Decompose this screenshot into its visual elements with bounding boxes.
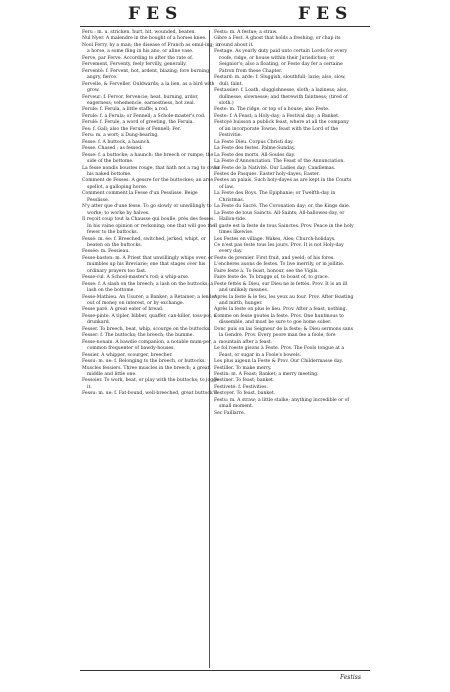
dictionary-entry: Fesse-nonain. A bawdie companion, a notable mum-per, a common frequenter of bawdy-houses. xyxy=(82,339,217,352)
dictionary-entry: La Feste de la Nativité. Our Ladies day; Candlemas. xyxy=(214,165,336,171)
right-column xyxy=(214,30,354,417)
dictionary-entry: Comment comment la Fesse d'un Pesslisse. Beige Pesslisse. xyxy=(82,191,198,203)
dictionary-entry: Les plus aigeun la Feste & Prov. Our Childermasse day. xyxy=(214,359,344,365)
dictionary-entry: Fesse: f. A slash on the breech; a lash on the buttocks; a lash on the bottome. xyxy=(82,281,214,294)
dictionary-entry: Muscles fessiers. Three muscles in the breech; a great, middle and little one. xyxy=(82,365,211,378)
dictionary-entry: La Feste Dieu. Corpus Christi day. xyxy=(214,139,294,145)
dictionary-entry: Après la feste & le feu, les yeux au four. Prov. After feasting and mirth, hunger. xyxy=(214,294,354,307)
dictionary-entry: Le fol roeste gisons à Feste. Prov. The Fools tongue at a Feast, or sugar in a Foole's bowels. xyxy=(214,346,345,358)
dictionary-entry: La fesse nondis boustes rouge, that hath not a rag to cover his naked bottome. xyxy=(82,165,220,177)
dictionary-entry: Festes de Pasques. Easter holy-dayes; Easter. xyxy=(214,171,320,177)
dictionary-entry: Feru : m. u. stricken, hurt, hit, wounded, beaten. xyxy=(82,30,196,35)
dictionary-entry: Donc puis on las Seigneur de la feste; & Dieu sermons sans la Gendre. Prov. Every poore man fee a foole, fore mountain after a feast. xyxy=(214,326,353,345)
dictionary-entry: Faire feste de. To bragge of, to boast of, to grace. xyxy=(214,275,330,281)
dictionary-entry: N'y atter que d'une fesse. To go slowly or unwillingly to worke; to worke by halves. xyxy=(82,204,212,216)
dictionary-entry: Festu: m. A festue; a straw. xyxy=(214,30,278,35)
dictionary-entry: Comme on fesse goutes la feste. Prov. One huntmous to dissemble, and must be sure to goe home sober. xyxy=(214,313,344,326)
dictionary-entry: Feste: m. The ridge, or top of a house; also Feste. xyxy=(214,107,330,113)
dictionary-entry: La Feste de tous Saincts. All-Saints; All-hallowes-day, or Hallon-tide. xyxy=(214,210,345,223)
dictionary-entry: Fesse. Chased ; as fessed. xyxy=(82,146,143,152)
dictionary-entry: Il gaste est la feste de tous Sainctes. Prov. Peace in the holy times likewise. xyxy=(214,223,354,236)
header-left: FES xyxy=(128,4,184,24)
dictionary-entry: Nool Ferry, by a man; the disease of Franch as emul-ing; in a horse, a some fling in his ano, or aline vase. xyxy=(82,42,220,55)
dictionary-entry: Ferulé: f. Ferule, a word of greeting, the Ferula. xyxy=(82,120,194,126)
dictionary-entry: Festassier: f. Loath, sluggishnesse, sloth; a laziness; also, dullnesse, slownesse; and therewith faintness; (tired of sloth.) xyxy=(214,88,348,106)
dictionary-entry: Après la feste on plus le lieu. Prov. After a feast, nothing. xyxy=(214,307,348,313)
dictionary-entry: Fesse-baston: m. A Priest that unwillingly whips over, or mumbles up his Breviarie; one that stages over his ordinary prayers too fast. xyxy=(82,255,214,274)
dictionary-entry: Fessé: m. ée: f. Breeched, switched, jerked, whipt, or beaten on the buttocks. xyxy=(82,236,206,248)
dictionary-entry: Fessoier. To work, beat, or play with the buttocks; to jogge it. xyxy=(82,378,219,390)
dictionary-entry: Fessu: m. ue: f. Belonging to the breech, or buttocks. xyxy=(82,359,206,365)
dictionary-entry: Fessu: m. ue: f. Fat-bound, well-breeched, great buttock'd. xyxy=(82,391,219,397)
dictionary-entry: Il reçoit coup tout la Chausse qui boulle, prés des fesses. In his vaine opinion or reckoning; one that will goe the fewer to the battocks. xyxy=(82,217,215,236)
dictionary-entry: Fesser. To breech, beat, whip, scourge on the buttocks. xyxy=(82,326,211,332)
dictionary-entry: Sec Faillarre. xyxy=(214,410,246,416)
dictionary-entry: Fesse-Mathieu. An Usurer; a Banker; a Retainer; a lender out of money on interest, or by exchange. xyxy=(82,294,217,307)
dictionary-entry: L'encheres auons de festes. To live merrily, or in jollitie. xyxy=(214,262,345,268)
dictionary-entry: Festard: m. arde: f. Sluggish, slouthfull; lazie; also, slow, dull, faint. xyxy=(214,75,346,87)
dictionary-entry: Fes: f. Gall; also the Ferule of Fennell; Fer. xyxy=(82,126,182,132)
dictionary-entry: Fessée: m. Fessieau. xyxy=(82,249,130,255)
dictionary-entry: Nul Nyer. A malendre in the bought of a horses knee. xyxy=(82,36,207,42)
dictionary-entry: Fervelle, & Ferveller. Ouldwards; a la lien, as a bird with grow. xyxy=(82,81,215,94)
dictionary-entry: La Feste du Sacré. The Coronation day; or, the Kings daie. xyxy=(214,204,351,210)
dictionary-entry: Fesse-cul. A School-master's rod; a whip-arse. xyxy=(82,275,190,281)
header-right: FES xyxy=(298,4,354,24)
dictionary-entry: Gibre a Fest. A ghost that holds a freshing, or chap its round about it. xyxy=(214,36,341,48)
footer-rule xyxy=(80,670,370,671)
dictionary-entry: Ce n'est pas feste tous les jours. Prov. It is not Holy-day every day. xyxy=(214,242,344,255)
dictionary-entry: Festoyé buisson a publick feast, where at all the company of an incorporate Towne, feast with the Lord of the Festivitie. xyxy=(214,120,349,139)
dictionary-entry: Ferule: f. a Ferula; or Fennell; a Schole-master's rod. xyxy=(82,113,206,119)
dictionary-entry: Festiveté: f. Festivities. xyxy=(214,384,268,390)
dictionary-entry: Festin: m. A Feast; Banket; a merry meeting. xyxy=(214,372,319,378)
dictionary-entry: Les Festes en village. Wakes, Ales; Church-holidays. xyxy=(214,236,336,242)
dictionary-entry: Ferve, par Ferve. According to after the rate of. xyxy=(82,55,194,61)
dictionary-entry: Feste: f. A Feast; a Holy-day; a Festival day; a Banket. xyxy=(214,113,340,119)
header-rule xyxy=(80,26,370,27)
dictionary-entry: Fesse paré. A great eater of bread. xyxy=(82,307,164,313)
dictionary-entry: Comment de Fesses. A gessre for the buttockes; an arse spellot, a galloping horse. xyxy=(82,178,214,190)
dictionary-entry: Festiller. To make merry. xyxy=(214,365,272,371)
dictionary-entry: Feste fettés & Dieu, sur Dieu ne le fettés. Prov. It is an ill and unlikely meanes. xyxy=(214,281,348,294)
dictionary-entry: La Feste des Roys. The Epiphanie; or Twelfth-day in Christmas. xyxy=(214,191,336,203)
dictionary-entry: Fesser: f. The buttocks; the breech; the bumme. xyxy=(82,333,194,339)
running-header xyxy=(0,4,450,26)
dictionary-entry: Faire feste à. To feast, honour, see the Vigils. xyxy=(214,268,319,274)
dictionary-entry: Ferule: f. Ferula, a little staffe; a rod. xyxy=(82,107,169,113)
dictionary-entry: Feste de premier. First fruit, and yeeld; of his fores. xyxy=(214,255,335,261)
dictionary-entry: Festes an palais. Such holy-dayes as are kept in the Courts of law. xyxy=(214,178,352,190)
dictionary-entry: Festu: m. A straw; a little stalke; anything incredible or of small moment. xyxy=(214,397,350,410)
dictionary-entry: Feru: m. a wort; a Dung-bearing. xyxy=(82,133,159,139)
dictionary-entry: Fessier. A whipper, scourger, breecher. xyxy=(82,352,173,358)
dictionary-entry: Festage. As yearly duty paid unto certain Lords for every roofe, ridge, or house within their Jurisdiction; or Seignior's; also a floating, or Feste day fer a certaine Patron from these Chapter. xyxy=(214,49,348,74)
dictionary-entry: Festoyer. To feast, banket. xyxy=(214,391,276,397)
dictionary-entry: La Feste d'Annonciation. The Feast of the Annunciation. xyxy=(214,159,345,165)
dictionary-entry: Fesse: f. a buttocke; a haunch: the breech or rumpe; the side of the bottome. xyxy=(82,152,214,165)
dictionary-entry: Fesse-pinte. A tipler, bibber, quaffer, can-killer, toss-pot, a drunkard. xyxy=(82,313,217,326)
dictionary-entry: Festiner. To feast; banket. xyxy=(214,378,275,384)
dictionary-entry: La Feste des morts. All-Soules day. xyxy=(214,152,296,158)
left-column xyxy=(82,30,220,398)
dictionary-entry: Fesse: f. A buttock, a haunch. xyxy=(82,139,151,145)
catchword: Festiss xyxy=(340,674,361,681)
dictionary-entry: La Feste des festes. Palme-Sunday. xyxy=(214,146,296,152)
dictionary-entry: Ferveur: f. Fervor, fervencie; heat, burning, ardor, eagerness; vehemencie, earnestness, hot zeal. xyxy=(82,94,199,106)
dictionary-entry: Ferventé: f. Fervent, hot, ardent, blazing; fore burning; angry, fierce. xyxy=(82,68,211,81)
dictionary-entry: Fervement, Ferventy, feely fervilly, generally. xyxy=(82,62,187,68)
